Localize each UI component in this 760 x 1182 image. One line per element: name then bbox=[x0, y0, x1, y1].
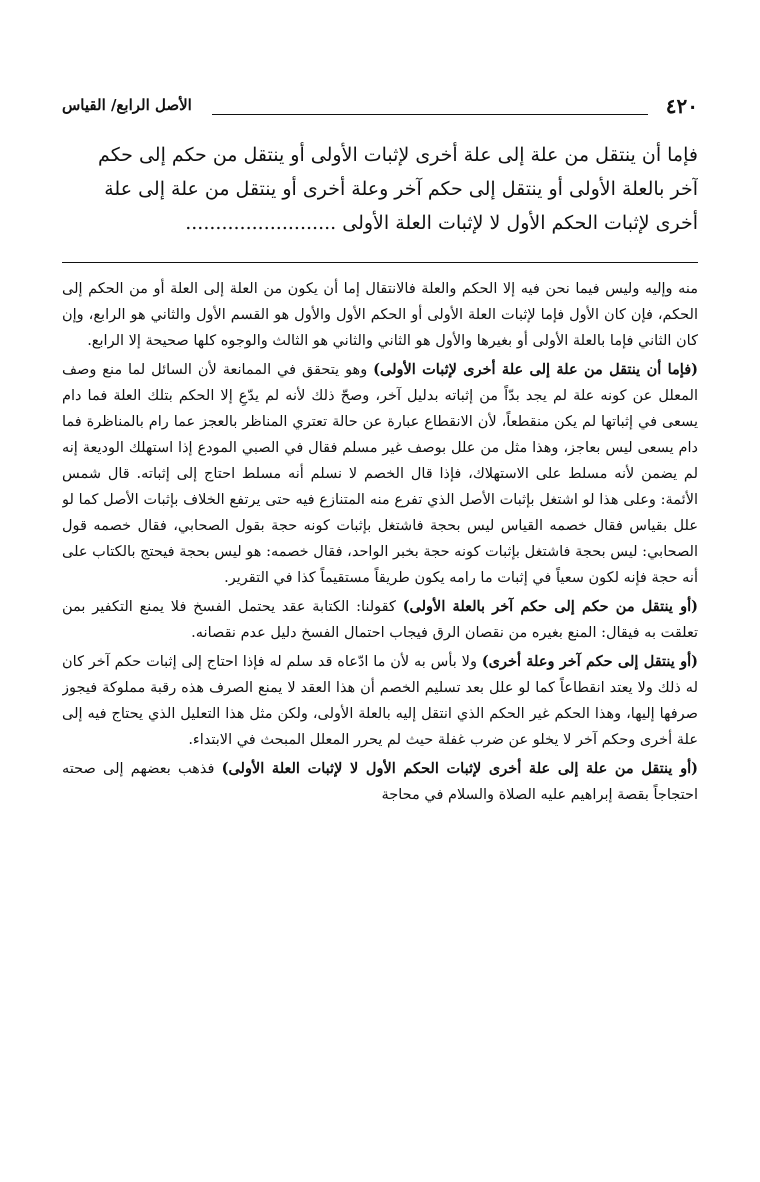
matn-line bbox=[62, 206, 698, 240]
matn-line: آخر بالعلة الأولى أو ينتقل إلى حكم آخر وعلة أخرى أو ينتقل من علة إلى علة bbox=[104, 178, 698, 200]
dotted-leader: ......................... bbox=[185, 212, 337, 234]
paragraph-text: منه وإليه وليس فيما نحن فيه إلا الحكم والعلة فالانتقال إما أن يكون من العلة إلى العلة أو من الحكم إلى الحكم، فإن كان الأول فإما لإثبات العلة الأولى أو الحكم الأول والأول هو القسم الأول والثاني هو الرابع، وإن كان الثاني فإما بالعلة الأولى أو بغيرها والأول هو الثاني والثاني هو الثالث والوجوه كلها صحيحة إلا الرابع. bbox=[62, 281, 698, 349]
matn-line: فإما أن ينتقل من علة إلى علة أخرى لإثبات الأولى أو ينتقل من حكم إلى حكم bbox=[98, 144, 698, 166]
section-divider bbox=[62, 262, 698, 263]
commentary-paragraph bbox=[62, 276, 698, 354]
paragraph-text: ولا بأس به لأن ما ادّعاه قد سلم له فإذا احتاج إلى إثبات حكم آخر كان له ذلك ولا يعتد انقطاعاً كما لو علل بعد تسليم الخصم أن هذا العقد لا يمنع الصرف هذه رقبة مملوكة فيجوز صرفها إليها، وهذا الحكم غير الحكم الذي انتقل إليه بالعلة الأولى، ولكن مثل هذا التعليل الذي يحتاج فيه إلى علة أخرى وحكم آخر لا يخلو عن ضرب غفلة حيث لم يحرر المعلل المبحث في الابتداء. bbox=[62, 654, 698, 748]
quoted-heading: (فإما أن ينتقل من علة إلى علة أخرى لإثبات الأولى) bbox=[373, 361, 698, 378]
running-title: الأصل الرابع/ القياس bbox=[62, 96, 192, 114]
quoted-heading: (أو ينتقل من علة إلى علة أخرى لإثبات الحكم الأول لا لإثبات العلة الأولى) bbox=[221, 760, 698, 777]
page-header bbox=[62, 92, 698, 132]
matn-line-text: أخرى لإثبات الحكم الأول لا لإثبات العلة الأولى bbox=[342, 212, 698, 234]
paragraph-text: وهو يتحقق في الممانعة لأن السائل لما منع وصف المعلل عن كونه علة لم يجد بدّاً من إثباته بدليل آخر، وصحّ ذلك لأنه لم يدّعِ إلا الحكم بتلك العلة فما دام يسعى في إثباتها لم يكن منقطعاً، لأن الانقطاع عبارة عن حالة تعتري المناظر بالعجز عما رام بالمناظرة فما دام يسعى ليس بعاجز، وهذا مثل من علل بوصف غير مسلم فقال في الصبي المودع إذا استهلك الوديعة إنه لم يضمن لأنه مسلط على الاستهلاك، فإذا قال الخصم لا نسلم أنه مسلط احتاج إلى إثباته. قال شمس الأئمة: وعلى هذا لو اشتغل بإثبات الأصل الذي تفرع منه المتنازع فيه حتى يرتفع الخلاف بإثبات الأصل كما لو علل بقياس فقال خصمه القياس ليس بحجة فاشتغل بإثبات كونه حجة بقول الصحابي، فقال خصمه قول الصحابي: ليس بحجة فاشتغل بإثبات كونه حجة بخبر الواحد، فقال خصمه: هو ليس بحجة فيحتج بالكتاب على أنه حجة فإنه لكون سعياً في إثبات ما رامه يكون طريقاً مستقيماً كذا في التقرير. bbox=[62, 362, 698, 586]
header-rule bbox=[212, 114, 648, 115]
paragraph-text: كقولنا: الكتابة عقد يحتمل الفسخ فلا يمنع التكفير بمن تعلقت به فيقال: المنع بغيره من نقصان الرق فيجاب احتمال الفسخ دليل عدم نقصانه. bbox=[62, 599, 698, 641]
page-number: ٤٢٠ bbox=[665, 94, 698, 118]
commentary-paragraph bbox=[62, 756, 698, 808]
main-text bbox=[62, 138, 698, 240]
quoted-heading: (أو ينتقل من حكم إلى حكم آخر بالعلة الأولى) bbox=[402, 598, 698, 615]
quoted-heading: (أو ينتقل إلى حكم آخر وعلة أخرى) bbox=[481, 653, 698, 670]
commentary-paragraph bbox=[62, 594, 698, 646]
paragraph-text: فذهب بعضهم إلى صحته احتجاجاً بقصة إبراهيم عليه الصلاة والسلام في محاجة bbox=[62, 761, 698, 803]
commentary bbox=[62, 276, 698, 1156]
commentary-paragraph bbox=[62, 357, 698, 591]
commentary-paragraph bbox=[62, 649, 698, 753]
